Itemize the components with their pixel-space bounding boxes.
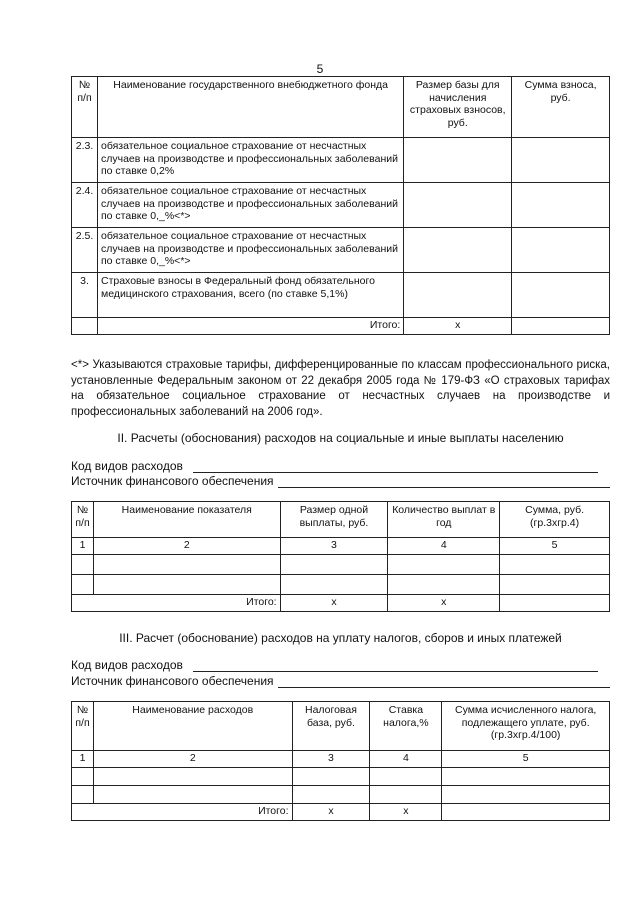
table-header-row [72,77,610,138]
col-header-tax-base: Налоговая база, руб. [292,702,370,751]
row-name: обязательное социальное страхование от несчастных случаев на производстве и профессиональных заболеваний по ставке 0,2% [97,138,403,183]
total-sum-cell[interactable] [442,804,610,821]
col-header-num: № п/п [72,702,94,751]
total-empty [72,318,98,335]
section3-source-line [71,674,610,688]
section2-title: II. Расчеты (обоснования) расходов на социальные и иные выплаты населению [117,431,564,445]
total-label: Итого: [72,595,281,612]
section3-code-field[interactable] [193,659,598,672]
section2-source-label: Источник финансового обеспечения [71,474,274,488]
total-x: x [292,804,370,821]
col-header-sum: Сумма, руб. (гр.3хгр.4) [500,502,610,538]
cell[interactable] [93,768,292,786]
col-number: 5 [442,751,610,768]
row-name: обязательное социальное страхование от несчастных случаев на производстве и профессиональных заболеваний по ставке 0,_%<*> [97,183,403,228]
social-payments-table [71,501,610,612]
table-row [72,786,610,804]
section3-code-label: Код видов расходов [71,658,183,672]
total-label: Итого: [97,318,403,335]
total-base-x: x [404,318,512,335]
table-header-row [72,702,610,751]
cell[interactable] [370,768,442,786]
table-total-row [72,595,610,612]
col-number: 1 [72,751,94,768]
row-sum-cell[interactable] [512,228,610,273]
col-header-sum: Сумма взноса, руб. [512,77,610,138]
col-header-tax-sum: Сумма исчисленного налога, подлежащего уплате, руб. (гр.3хгр.4/100) [442,702,610,751]
row-base-cell[interactable] [404,228,512,273]
col-number: 4 [370,751,442,768]
section3-title: III. Расчет (обоснование) расходов на уплату налогов, сборов и иных платежей [119,631,562,645]
cell[interactable] [442,786,610,804]
col-number: 5 [500,538,610,555]
col-header-tax-rate: Ставка налога,% [370,702,442,751]
col-number: 2 [93,538,280,555]
row-sum-cell[interactable] [512,138,610,183]
cell[interactable] [72,575,94,595]
table-total-row [72,804,610,821]
total-x: x [388,595,500,612]
total-x: x [280,595,388,612]
col-header-base: Размер базы для начисления страховых взносов, руб. [404,77,512,138]
table-row [72,228,610,273]
col-header-payment-size: Размер одной выплаты, руб. [280,502,388,538]
col-number: 3 [280,538,388,555]
table-row [72,138,610,183]
cell[interactable] [388,555,500,575]
row-base-cell[interactable] [404,138,512,183]
row-sum-cell[interactable] [512,273,610,318]
cell[interactable] [72,555,94,575]
col-number: 2 [93,751,292,768]
section2-code-label: Код видов расходов [71,459,183,473]
footnote: <*> Указываются страховые тарифы, дифференцированные по классам профессионального риска, установленные Федеральным законом от 22 декабря 2005 года № 179-ФЗ «О страховых тарифах на обязательное социальное страхование от несчастных случаев на производстве и профессиональных заболеваний на 2006 год». [71,359,610,418]
col-header-indicator: Наименование показателя [93,502,280,538]
table-header-row [72,502,610,538]
cell[interactable] [370,786,442,804]
insurance-contributions-table [71,76,610,335]
total-sum-cell[interactable] [500,595,610,612]
section2-source-line [71,474,610,488]
column-number-row [72,751,610,768]
col-header-num: № п/п [72,502,94,538]
cell[interactable] [93,575,280,595]
cell[interactable] [93,555,280,575]
row-base-cell[interactable] [404,273,512,318]
section2-code-field[interactable] [193,460,598,473]
section3-code-line [71,658,610,672]
section3-source-field[interactable] [278,675,610,688]
table-row [72,555,610,575]
row-num: 2.5. [72,228,98,273]
total-sum-cell[interactable] [512,318,610,335]
table-row [72,273,610,318]
cell[interactable] [72,768,94,786]
cell[interactable] [280,575,388,595]
row-base-cell[interactable] [404,183,512,228]
cell[interactable] [292,768,370,786]
taxes-table [71,701,610,821]
total-x: x [370,804,442,821]
cell[interactable] [500,555,610,575]
col-number: 3 [292,751,370,768]
row-num: 2.3. [72,138,98,183]
col-header-expense-name: Наименование расходов [93,702,292,751]
cell[interactable] [93,786,292,804]
page-number: 5 [316,62,324,76]
table-row [72,575,610,595]
section2-source-field[interactable] [278,475,610,488]
cell[interactable] [388,575,500,595]
table-row [72,183,610,228]
cell[interactable] [280,555,388,575]
row-name: обязательное социальное страхование от несчастных случаев на производстве и профессиональных заболеваний по ставке 0,_%<*> [97,228,403,273]
cell[interactable] [72,786,94,804]
section3-source-label: Источник финансового обеспечения [71,674,274,688]
cell[interactable] [292,786,370,804]
row-sum-cell[interactable] [512,183,610,228]
col-number: 1 [72,538,94,555]
col-number: 4 [388,538,500,555]
col-header-fund-name: Наименование государственного внебюджетного фонда [97,77,403,138]
cell[interactable] [442,768,610,786]
row-num: 2.4. [72,183,98,228]
column-number-row [72,538,610,555]
total-label: Итого: [72,804,293,821]
cell[interactable] [500,575,610,595]
col-header-num: № п/п [72,77,98,138]
section2-code-line [71,459,610,473]
col-header-payment-count: Количество выплат в год [388,502,500,538]
row-num: 3. [72,273,98,318]
table-row [72,768,610,786]
row-name: Страховые взносы в Федеральный фонд обязательного медицинского страхования, всего (по ставке 5,1%) [97,273,403,318]
table-total-row [72,318,610,335]
